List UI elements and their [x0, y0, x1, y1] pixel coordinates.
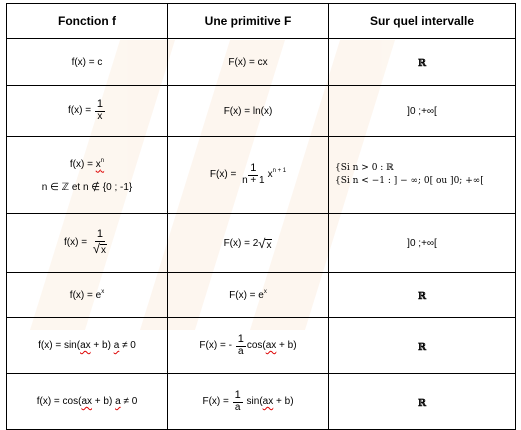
- fraction-numerator: 1: [96, 228, 103, 241]
- header-row: [7, 4, 516, 39]
- interval-cell: [329, 273, 516, 318]
- fraction-denominator: [91, 242, 109, 257]
- interval-cell: [329, 374, 516, 430]
- function-suffix: + b): [90, 340, 114, 351]
- fraction-denominator: x: [97, 111, 103, 123]
- table-row: [7, 273, 516, 318]
- parameter-condition: ≠ 0: [119, 340, 136, 351]
- function-lhs: f(x) =: [69, 290, 93, 301]
- case-negative-text: Si n < −1 : ] − ∞; 0[ ou ]0; +∞[: [340, 175, 484, 186]
- function-lhs: f(x) =: [69, 158, 93, 170]
- power-exponent: n + 1: [272, 168, 287, 175]
- fraction-denominator: a: [234, 401, 241, 413]
- primitives-table: [6, 3, 516, 430]
- power-exponent: x: [101, 289, 105, 295]
- table-row: [7, 39, 516, 86]
- parameter-a: a: [113, 340, 120, 351]
- power-exponent: n: [100, 157, 105, 164]
- power-term: [96, 159, 104, 170]
- primitive-ax: ax: [262, 396, 274, 408]
- table-row: [7, 318, 516, 374]
- sqrt-symbol: √x: [258, 235, 272, 251]
- primitive-suffix: + b): [273, 396, 294, 408]
- fraction: [91, 229, 109, 256]
- real-set-symbol: ℝ: [417, 397, 427, 409]
- function-cell: [7, 273, 168, 318]
- function-ax: ax: [80, 340, 91, 351]
- primitive-lhs: F(x) = 2: [223, 237, 259, 249]
- table-row: [7, 374, 516, 430]
- fraction-numerator: 1: [234, 388, 241, 401]
- case-positive-text: Si n > 0 : ℝ: [340, 163, 394, 174]
- function-lhs: f(x) =: [68, 105, 92, 117]
- table-row: [7, 86, 516, 137]
- sqrt-symbol: √x: [92, 241, 106, 257]
- case-positive: {Si n > 0 : ℝ: [335, 163, 394, 174]
- function-ax: ax: [81, 396, 93, 407]
- table-row: [7, 214, 516, 273]
- sqrt-radicand: x: [266, 239, 272, 251]
- function-prefix: f(x) = cos(: [36, 396, 82, 407]
- primitive-prefix: cos(: [246, 340, 266, 352]
- fraction-numerator: 1: [96, 98, 103, 111]
- parameter-condition: ≠ 0: [120, 396, 138, 407]
- interval-cases: [335, 162, 484, 186]
- fraction-denominator: n + 1: [242, 175, 265, 187]
- primitive-cell: [168, 374, 329, 430]
- primitive-lhs: F(x) =: [202, 396, 229, 408]
- primitive-suffix: + b): [276, 340, 297, 352]
- fraction-numerator: 1: [237, 332, 244, 345]
- interval-cell: [329, 318, 516, 374]
- parameter-a: a: [115, 396, 121, 407]
- function-suffix: + b): [92, 396, 116, 407]
- function-prefix: f(x) = sin(: [38, 340, 81, 351]
- primitive-lhs: F(x) =: [229, 290, 256, 301]
- primitive-cell: [168, 214, 329, 273]
- header-fonction: Fonction f: [7, 4, 168, 39]
- primitive-cell: F(x) = cx: [168, 39, 329, 86]
- fraction: [233, 390, 243, 413]
- fraction: [240, 163, 267, 186]
- header-intervalle: Sur quel intervalle: [329, 4, 516, 39]
- fraction-numerator: 1: [250, 162, 257, 175]
- interval-cell: [329, 39, 516, 86]
- function-cell: f(x) = c: [7, 39, 168, 86]
- interval-cell: [329, 137, 516, 214]
- sqrt-radicand: x: [100, 245, 106, 257]
- power-base: e: [258, 290, 264, 301]
- primitive-cell: [168, 137, 329, 214]
- condition-text: n ∈ ℤ et n ∉ {0 ; -1}: [41, 181, 133, 193]
- primitive-cell: [168, 273, 329, 318]
- function-cell: [7, 214, 168, 273]
- primitive-ax: ax: [265, 340, 277, 352]
- fraction: [95, 99, 105, 122]
- interval-cell: ]0 ;+∞[: [329, 214, 516, 273]
- power-base: e: [95, 290, 102, 301]
- real-set-symbol: ℝ: [417, 58, 427, 69]
- primitive-lhs: F(x) = -: [199, 340, 232, 352]
- fraction: [236, 334, 246, 357]
- power-base: x: [267, 169, 273, 181]
- primitive-lhs: F(x) =: [209, 169, 237, 181]
- primitive-prefix: sin(: [246, 396, 263, 408]
- fraction-denominator: a: [237, 345, 244, 357]
- power-exponent: x: [263, 289, 267, 295]
- primitive-cell: F(x) = ln(x): [168, 86, 329, 137]
- primitive-cell: [168, 318, 329, 374]
- real-set-symbol: ℝ: [417, 291, 427, 302]
- header-primitive: Une primitive F: [168, 4, 329, 39]
- interval-cell: ]0 ;+∞[: [329, 86, 516, 137]
- function-cell: [7, 86, 168, 137]
- function-lhs: f(x) =: [64, 237, 88, 249]
- case-negative: {Si n < −1 : ] − ∞; 0[ ou ]0; +∞[: [335, 175, 484, 186]
- function-cell: [7, 374, 168, 430]
- real-set-symbol: ℝ: [417, 341, 427, 353]
- function-cell: [7, 318, 168, 374]
- power-base: x: [95, 158, 101, 170]
- function-cell: [7, 137, 168, 214]
- table-row: [7, 137, 516, 214]
